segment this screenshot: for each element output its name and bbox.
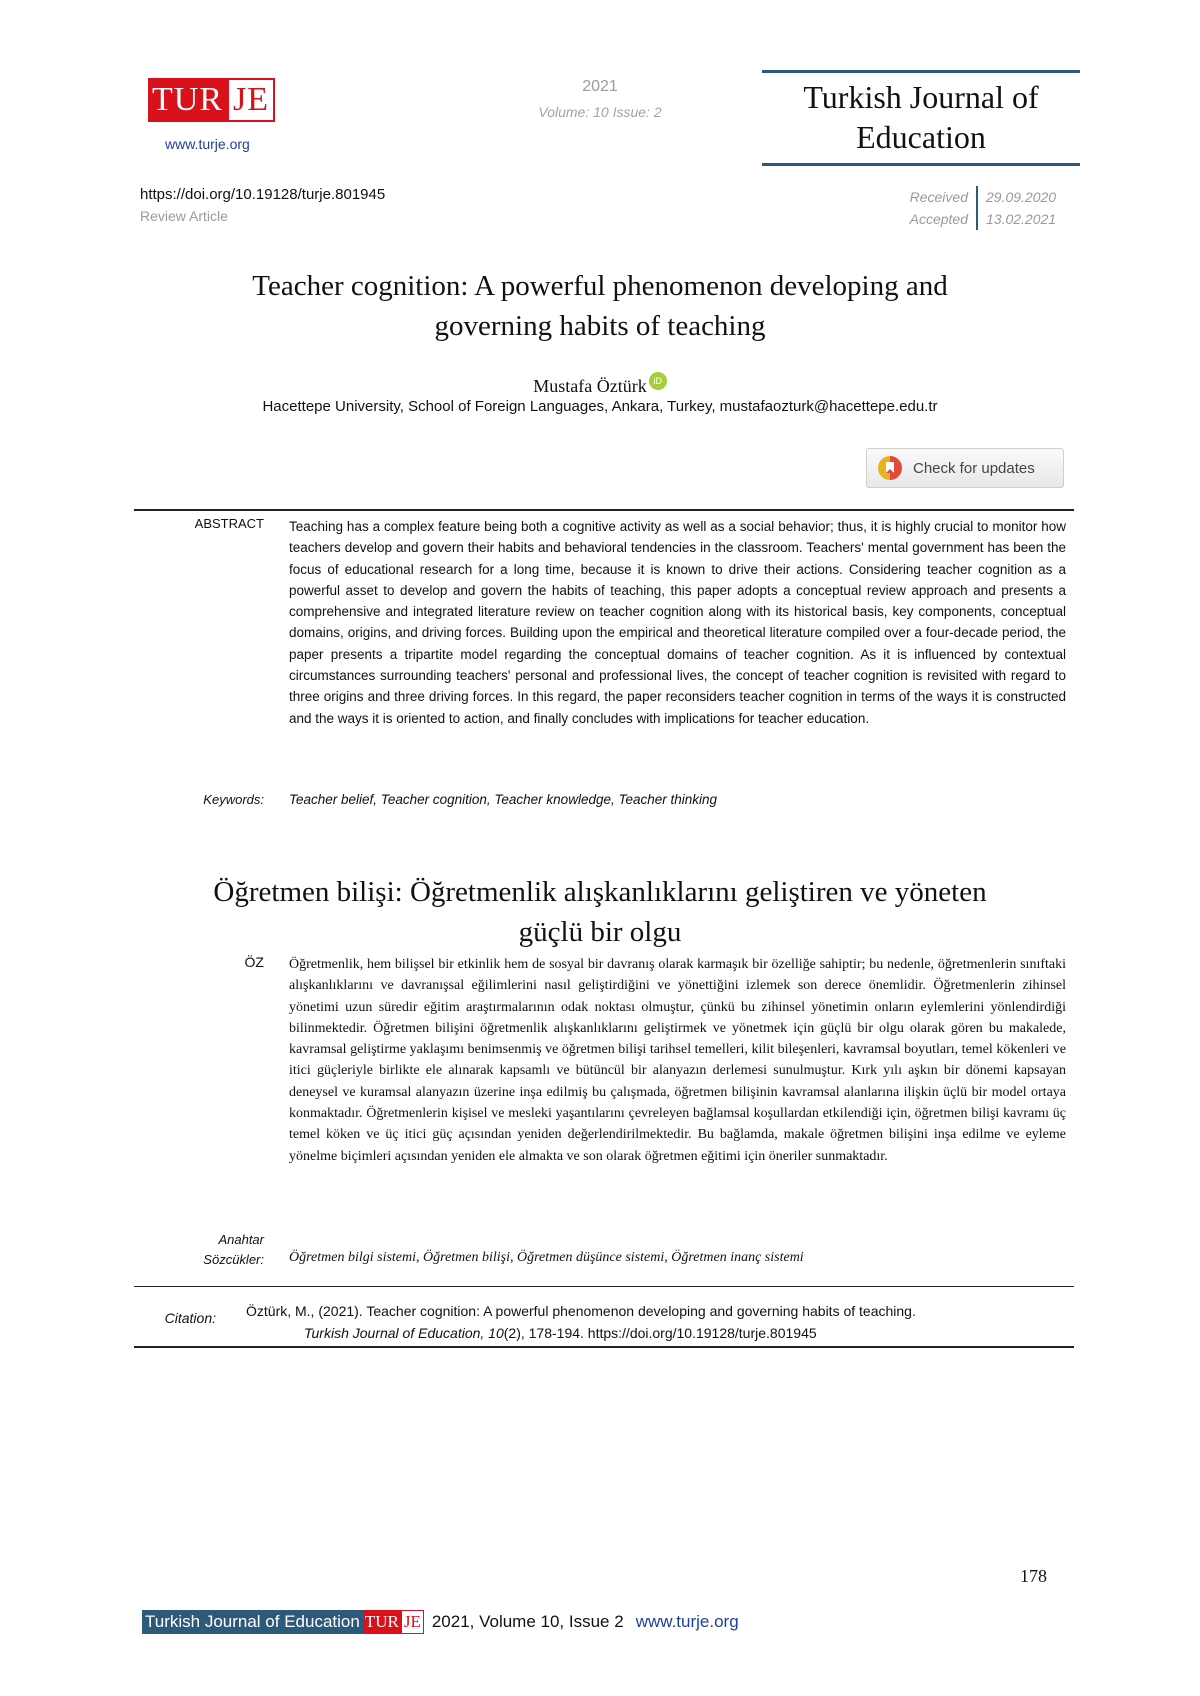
citation-label: Citation: — [164, 1310, 216, 1326]
author-name: Mustafa Öztürk — [533, 376, 647, 396]
turkish-abstract-text: Öğretmenlik, hem bilişsel bir etkinlik hem de sosyal bir davranış olarak karmaşık bir özelliğe sahiptir; bu nedenle, öğretmenlerin sınıftaki alışkanlıklarını ve davranışsal eğilimlerini nasıl geliştirdiğini ve yönettiğini izlemek son derece önemlidir. Öğretmenlerin zihinsel yönetimi uzun süredir eğitim araştırmalarının odak noktası olmuştur, çünkü bu zihinsel yönetimin onların eylemlerini yönlendirdiği bilinmektedir. Öğretmen bilişini öğretmenlik alışkanlıklarını geliştirmek ve yönetmek için güçlü bir olgu olarak gören bu makalede, kavramsal geliştirme yaklaşımı benimsenmiş ve öğretmen bilişi tarihsel temelleri, kilit bileşenleri, kavramsal boyutları, temel kökenleri ve itici güçleriyle birlikte ele alınarak kapsamlı ve bütüncül bir alanyazın derlemesi sunulmuştur. Kırk yılı aşkın bir dönemi kapsayan deneysel ve kuramsal alanyazın üzerine inşa edilmiş bu çalışmada, öğretmen bilişinin kavramsal alanlarına ilişkin üçlü bir model ortaya konmaktadır. Öğretmenlerin kişisel ve mesleki yaşantılarını çevreleyen bağlamsal koşullardan etkilendiği için, öğretmen bilişi kavramı üç temel köken ve üç itici güç açısından yeniden değerlendirilmektedir. Bu bağlamda, makale öğretmen bilişini inşa edilme ve eyleme yönelme biçimleri açısından yeniden ele almakta ve son olarak öğretmen eğitimi için öneriler sunmaktadır. — [289, 957, 1066, 1164]
check-updates-label: Check for updates — [913, 459, 1035, 477]
citation-line1: Öztürk, M., (2021). Teacher cognition: A powerful phenomenon developing and governing habits of teaching. — [246, 1303, 916, 1319]
citation-issue-pages: (2), 178-194. https://doi.org/10.19128/turje.801945 — [503, 1325, 817, 1341]
citation-bottom-rule — [134, 1346, 1074, 1348]
volume-issue: Volume: 10 Issue: 2 — [538, 104, 662, 120]
footer-website-link[interactable]: www.turje.org — [635, 1612, 739, 1631]
issue-year: 2021 — [582, 78, 618, 95]
turkish-title-line1: Öğretmen bilişi: Öğretmenlik alışkanlıklarını geliştiren ve yöneten — [213, 876, 987, 908]
title-line1: Teacher cognition: A powerful phenomenon developing and — [252, 270, 948, 302]
citation-journal: Turkish Journal of Education, 10 — [304, 1325, 504, 1341]
journal-website-link[interactable]: www.turje.org — [165, 136, 250, 152]
doi-link[interactable]: https://doi.org/10.19128/turje.801945 — [140, 186, 386, 203]
accepted-label: Accepted — [820, 208, 978, 230]
citation-line2 — [246, 1322, 916, 1344]
page-footer — [142, 1610, 739, 1634]
logo-white-part: JE — [227, 78, 275, 122]
turkish-keywords-label-line2: Sözcükler: — [203, 1252, 264, 1267]
journal-title-line1: Turkish Journal of — [803, 79, 1039, 115]
received-date: 29.09.2020 — [986, 189, 1057, 205]
turkish-keywords-label — [134, 1230, 264, 1270]
accepted-date: 13.02.2021 — [986, 211, 1057, 227]
title-line2: governing habits of teaching — [434, 310, 766, 342]
article-title — [100, 266, 1100, 346]
footer-journal-name: Turkish Journal of Education — [142, 1610, 363, 1634]
turkish-keywords-list: Öğretmen bilgi sistemi, Öğretmen bilişi, Öğretmen düşünce sistemi, Öğretmen inanç sistemi — [289, 1250, 804, 1265]
abstract-label: ABSTRACT — [194, 516, 264, 531]
citation-top-rule — [134, 1286, 1074, 1287]
logo-red-part: TUR — [148, 78, 227, 122]
citation-text — [246, 1300, 916, 1344]
check-updates-icon — [877, 455, 903, 481]
turkish-title-line2: güçlü bir olgu — [518, 916, 682, 948]
abstract-top-rule — [134, 509, 1074, 511]
keywords-label: Keywords: — [203, 792, 264, 807]
author-affiliation: Hacettepe University, School of Foreign Languages, Ankara, Turkey, mustafaozturk@hacettepe.edu.tr — [262, 398, 938, 415]
journal-title-line2: Education — [856, 119, 986, 155]
author-line — [0, 372, 1200, 397]
article-dates — [820, 186, 1070, 230]
footer-logo-red: TUR — [363, 1610, 401, 1634]
orcid-icon[interactable]: iD — [649, 372, 667, 390]
oz-label: ÖZ — [244, 954, 264, 970]
journal-title-box — [762, 70, 1080, 166]
abstract-text: Teaching has a complex feature being both a cognitive activity as well as a social behavior; thus, it is highly crucial to monitor how teachers develop and govern their habits and behavioral tendencies in the classroom. Teachers' mental government has been the focus of educational research for a long time, because it is known to drive their actions. Considering teacher cognition as a powerful asset to develop and govern the habits of teaching, this paper adopts a conceptual review approach and presents a comprehensive and integrated literature review on teacher cognition along with its historical basis, key components, conceptual domains, origins, and driving forces. Building upon the empirical and theoretical literature compiled over a four-decade period, the paper presents a tripartite model regarding the conceptual domains of teacher cognition. As it is influenced by contextual circumstances surrounding teachers' personal and professional lives, the concept of teacher cognition is revisited with regard to three origins and three driving forces. In this regard, the paper reconsiders teacher cognition in terms of the ways it is constructed and the ways it is oriented to action, and finally concludes with implications for teacher education. — [289, 519, 1066, 726]
page-number: 178 — [1020, 1566, 1047, 1586]
footer-issue-info: 2021, Volume 10, Issue 2 — [431, 1612, 624, 1631]
received-label: Received — [820, 186, 978, 208]
keywords-list: Teacher belief, Teacher cognition, Teacher knowledge, Teacher thinking — [289, 792, 718, 807]
turkish-title — [100, 872, 1100, 952]
check-for-updates-button[interactable] — [866, 448, 1064, 488]
turkish-keywords-label-line1: Anahtar — [218, 1232, 264, 1247]
footer-logo-white: JE — [401, 1610, 424, 1634]
article-type: Review Article — [140, 208, 228, 224]
